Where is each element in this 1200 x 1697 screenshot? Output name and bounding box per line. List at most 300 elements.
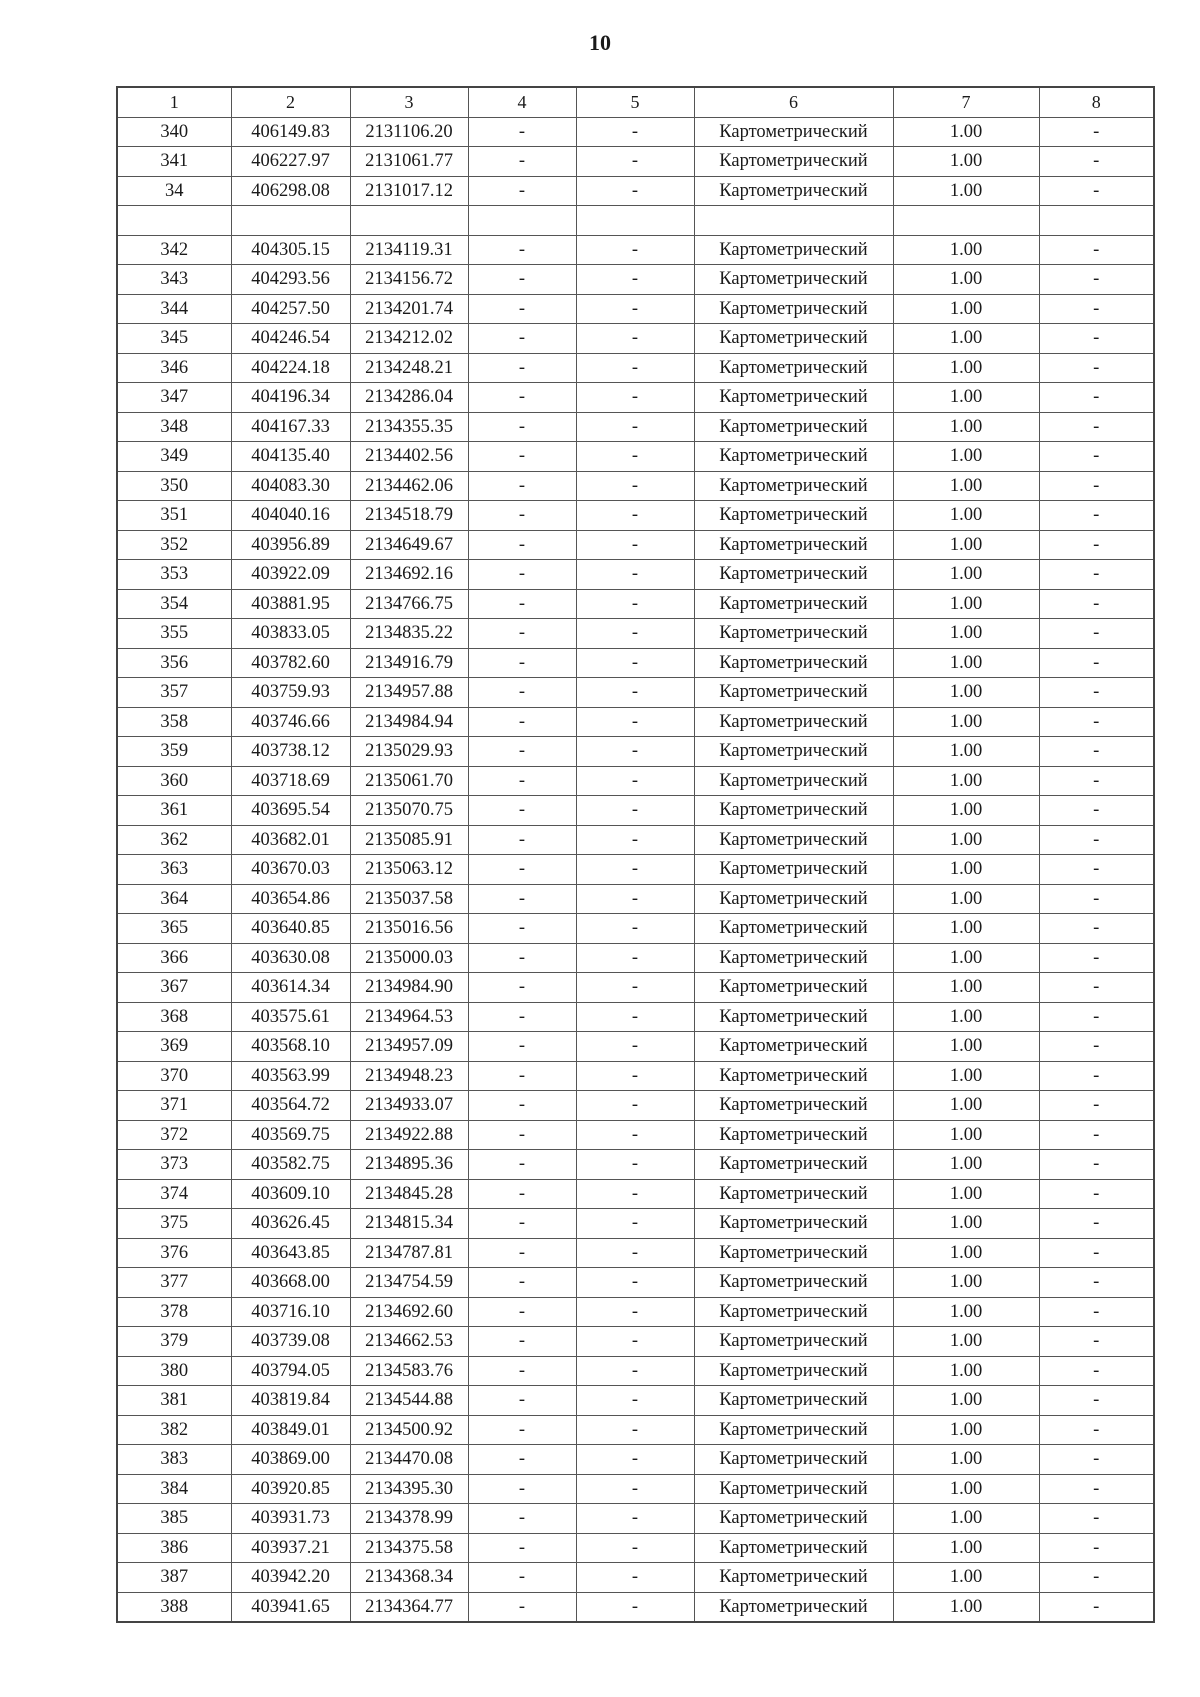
table-row [117, 589, 1154, 619]
col-5-value-cell: - [576, 796, 694, 826]
coordinate-x-cell: 403941.65 [231, 1592, 350, 1622]
col-5-value-cell: - [576, 678, 694, 708]
method-cell: Картометрический [694, 1061, 893, 1091]
col-4-value-cell: - [468, 1415, 576, 1445]
table-row [117, 707, 1154, 737]
column-header: 4 [468, 87, 576, 117]
method-cell: Картометрический [694, 1120, 893, 1150]
point-number-cell: 381 [117, 1386, 231, 1416]
point-number-cell: 352 [117, 530, 231, 560]
point-number-cell: 375 [117, 1209, 231, 1239]
col-8-value-cell: - [1039, 530, 1154, 560]
col-8-value-cell: - [1039, 1150, 1154, 1180]
point-number-cell: 343 [117, 265, 231, 295]
col-5-value-cell: - [576, 619, 694, 649]
col-4-value-cell: - [468, 619, 576, 649]
col-4-value-cell: - [468, 766, 576, 796]
coordinate-y-cell: 2134957.88 [350, 678, 468, 708]
col-5-value-cell: - [576, 471, 694, 501]
accuracy-cell: 1.00 [893, 1563, 1039, 1593]
coordinate-y-cell: 2134470.08 [350, 1445, 468, 1475]
coordinate-x-cell [231, 206, 350, 236]
method-cell: Картометрический [694, 560, 893, 590]
coordinate-y-cell: 2134364.77 [350, 1592, 468, 1622]
accuracy-cell: 1.00 [893, 294, 1039, 324]
coordinate-y-cell: 2134766.75 [350, 589, 468, 619]
col-8-value-cell: - [1039, 353, 1154, 383]
coordinate-x-cell: 403563.99 [231, 1061, 350, 1091]
col-5-value-cell: - [576, 412, 694, 442]
coordinate-x-cell: 403819.84 [231, 1386, 350, 1416]
coordinate-y-cell: 2131106.20 [350, 117, 468, 147]
table-row [117, 206, 1154, 236]
point-number-cell: 342 [117, 235, 231, 265]
method-cell: Картометрический [694, 943, 893, 973]
coordinate-x-cell: 403643.85 [231, 1238, 350, 1268]
column-header: 7 [893, 87, 1039, 117]
coordinate-y-cell [350, 206, 468, 236]
col-5-value-cell: - [576, 1504, 694, 1534]
col-4-value-cell: - [468, 1238, 576, 1268]
col-4-value-cell: - [468, 1297, 576, 1327]
method-cell: Картометрический [694, 737, 893, 767]
coordinate-y-cell: 2135063.12 [350, 855, 468, 885]
col-5-value-cell: - [576, 1445, 694, 1475]
col-5-value-cell: - [576, 1268, 694, 1298]
coordinate-y-cell: 2134375.58 [350, 1533, 468, 1563]
col-8-value-cell: - [1039, 442, 1154, 472]
col-4-value-cell: - [468, 973, 576, 1003]
col-8-value-cell: - [1039, 235, 1154, 265]
accuracy-cell: 1.00 [893, 1209, 1039, 1239]
coordinate-x-cell: 403718.69 [231, 766, 350, 796]
method-cell: Картометрический [694, 914, 893, 944]
method-cell: Картометрический [694, 825, 893, 855]
accuracy-cell: 1.00 [893, 973, 1039, 1003]
method-cell: Картометрический [694, 265, 893, 295]
coordinate-x-cell: 403564.72 [231, 1091, 350, 1121]
point-number-cell: 371 [117, 1091, 231, 1121]
point-number-cell: 344 [117, 294, 231, 324]
table-row [117, 1268, 1154, 1298]
accuracy-cell: 1.00 [893, 176, 1039, 206]
accuracy-cell: 1.00 [893, 1002, 1039, 1032]
col-5-value-cell: - [576, 884, 694, 914]
col-8-value-cell: - [1039, 383, 1154, 413]
coordinate-y-cell: 2134544.88 [350, 1386, 468, 1416]
col-8-value-cell: - [1039, 1592, 1154, 1622]
method-cell: Картометрический [694, 589, 893, 619]
point-number-cell: 383 [117, 1445, 231, 1475]
col-8-value-cell: - [1039, 973, 1154, 1003]
coordinate-x-cell: 403942.20 [231, 1563, 350, 1593]
col-8-value-cell: - [1039, 1120, 1154, 1150]
table-row [117, 501, 1154, 531]
coordinate-y-cell: 2134500.92 [350, 1415, 468, 1445]
col-5-value-cell: - [576, 855, 694, 885]
col-8-value-cell [1039, 206, 1154, 236]
method-cell: Картометрический [694, 1032, 893, 1062]
coordinate-x-cell: 404167.33 [231, 412, 350, 442]
coordinate-x-cell: 403738.12 [231, 737, 350, 767]
point-number-cell: 372 [117, 1120, 231, 1150]
table-row [117, 560, 1154, 590]
method-cell: Картометрический [694, 678, 893, 708]
point-number-cell: 385 [117, 1504, 231, 1534]
point-number-cell [117, 206, 231, 236]
coordinate-y-cell: 2131017.12 [350, 176, 468, 206]
col-8-value-cell: - [1039, 1563, 1154, 1593]
point-number-cell: 363 [117, 855, 231, 885]
col-4-value-cell: - [468, 1179, 576, 1209]
col-8-value-cell: - [1039, 1179, 1154, 1209]
point-number-cell: 387 [117, 1563, 231, 1593]
col-4-value-cell: - [468, 265, 576, 295]
table-row [117, 619, 1154, 649]
col-8-value-cell: - [1039, 943, 1154, 973]
method-cell: Картометрический [694, 1238, 893, 1268]
coordinate-y-cell: 2134201.74 [350, 294, 468, 324]
col-4-value-cell: - [468, 501, 576, 531]
point-number-cell: 382 [117, 1415, 231, 1445]
col-8-value-cell: - [1039, 648, 1154, 678]
col-8-value-cell: - [1039, 1297, 1154, 1327]
coordinate-y-cell: 2134462.06 [350, 471, 468, 501]
col-5-value-cell: - [576, 501, 694, 531]
col-4-value-cell: - [468, 117, 576, 147]
col-8-value-cell: - [1039, 884, 1154, 914]
col-8-value-cell: - [1039, 471, 1154, 501]
coordinate-y-cell: 2134395.30 [350, 1474, 468, 1504]
col-8-value-cell: - [1039, 1533, 1154, 1563]
col-5-value-cell: - [576, 766, 694, 796]
col-4-value-cell: - [468, 737, 576, 767]
accuracy-cell: 1.00 [893, 383, 1039, 413]
point-number-cell: 364 [117, 884, 231, 914]
coordinate-x-cell: 404083.30 [231, 471, 350, 501]
point-number-cell: 356 [117, 648, 231, 678]
coordinate-x-cell: 404257.50 [231, 294, 350, 324]
coordinate-y-cell: 2134754.59 [350, 1268, 468, 1298]
table-row [117, 147, 1154, 177]
accuracy-cell: 1.00 [893, 589, 1039, 619]
accuracy-cell: 1.00 [893, 825, 1039, 855]
col-5-value-cell: - [576, 1533, 694, 1563]
col-8-value-cell: - [1039, 294, 1154, 324]
col-8-value-cell: - [1039, 914, 1154, 944]
method-cell [694, 206, 893, 236]
col-8-value-cell: - [1039, 1474, 1154, 1504]
accuracy-cell: 1.00 [893, 707, 1039, 737]
coordinate-y-cell: 2134845.28 [350, 1179, 468, 1209]
col-8-value-cell: - [1039, 1327, 1154, 1357]
table-row [117, 353, 1154, 383]
method-cell: Картометрический [694, 294, 893, 324]
col-4-value-cell: - [468, 294, 576, 324]
col-5-value-cell: - [576, 1179, 694, 1209]
accuracy-cell: 1.00 [893, 560, 1039, 590]
col-8-value-cell: - [1039, 1356, 1154, 1386]
table-row [117, 1061, 1154, 1091]
coordinate-x-cell: 406149.83 [231, 117, 350, 147]
col-8-value-cell: - [1039, 1032, 1154, 1062]
col-5-value-cell: - [576, 1002, 694, 1032]
col-4-value-cell: - [468, 1533, 576, 1563]
coordinate-x-cell: 404305.15 [231, 235, 350, 265]
method-cell: Картометрический [694, 412, 893, 442]
method-cell: Картометрический [694, 1209, 893, 1239]
point-number-cell: 349 [117, 442, 231, 472]
coordinate-y-cell: 2134212.02 [350, 324, 468, 354]
table-row [117, 884, 1154, 914]
table-row [117, 1120, 1154, 1150]
point-number-cell: 348 [117, 412, 231, 442]
col-8-value-cell: - [1039, 560, 1154, 590]
table-row [117, 530, 1154, 560]
point-number-cell: 351 [117, 501, 231, 531]
col-5-value-cell: - [576, 1356, 694, 1386]
col-8-value-cell: - [1039, 766, 1154, 796]
coordinate-y-cell: 2134518.79 [350, 501, 468, 531]
col-4-value-cell: - [468, 176, 576, 206]
coordinate-x-cell: 403630.08 [231, 943, 350, 973]
coordinate-y-cell: 2134787.81 [350, 1238, 468, 1268]
accuracy-cell: 1.00 [893, 1356, 1039, 1386]
method-cell: Картометрический [694, 1150, 893, 1180]
point-number-cell: 358 [117, 707, 231, 737]
method-cell: Картометрический [694, 1415, 893, 1445]
coordinate-x-cell: 403922.09 [231, 560, 350, 590]
column-header: 1 [117, 87, 231, 117]
accuracy-cell: 1.00 [893, 1179, 1039, 1209]
point-number-cell: 346 [117, 353, 231, 383]
col-4-value-cell: - [468, 1592, 576, 1622]
table-row [117, 943, 1154, 973]
col-5-value-cell: - [576, 914, 694, 944]
coordinate-y-cell: 2134984.94 [350, 707, 468, 737]
col-5-value-cell: - [576, 265, 694, 295]
accuracy-cell: 1.00 [893, 265, 1039, 295]
method-cell: Картометрический [694, 1327, 893, 1357]
coordinate-y-cell: 2134583.76 [350, 1356, 468, 1386]
accuracy-cell: 1.00 [893, 1415, 1039, 1445]
method-cell: Картометрический [694, 1002, 893, 1032]
accuracy-cell [893, 206, 1039, 236]
method-cell: Картометрический [694, 1268, 893, 1298]
col-8-value-cell: - [1039, 1209, 1154, 1239]
method-cell: Картометрический [694, 1386, 893, 1416]
coordinate-x-cell: 403931.73 [231, 1504, 350, 1534]
table-row [117, 324, 1154, 354]
coordinate-y-cell: 2135070.75 [350, 796, 468, 826]
method-cell: Картометрический [694, 648, 893, 678]
coordinate-x-cell: 403569.75 [231, 1120, 350, 1150]
table-row [117, 855, 1154, 885]
coordinate-x-cell: 403609.10 [231, 1179, 350, 1209]
point-number-cell: 355 [117, 619, 231, 649]
column-header: 6 [694, 87, 893, 117]
col-8-value-cell: - [1039, 1415, 1154, 1445]
table-row [117, 1592, 1154, 1622]
accuracy-cell: 1.00 [893, 678, 1039, 708]
coordinate-y-cell: 2134984.90 [350, 973, 468, 1003]
col-5-value-cell: - [576, 117, 694, 147]
coordinate-y-cell: 2134933.07 [350, 1091, 468, 1121]
accuracy-cell: 1.00 [893, 1297, 1039, 1327]
col-8-value-cell: - [1039, 1386, 1154, 1416]
point-number-cell: 366 [117, 943, 231, 973]
col-5-value-cell: - [576, 825, 694, 855]
accuracy-cell: 1.00 [893, 619, 1039, 649]
coordinate-x-cell: 403782.60 [231, 648, 350, 678]
coordinate-y-cell: 2134922.88 [350, 1120, 468, 1150]
col-5-value-cell: - [576, 1563, 694, 1593]
table-header-row [117, 87, 1154, 117]
coordinate-y-cell: 2135037.58 [350, 884, 468, 914]
col-5-value-cell: - [576, 1061, 694, 1091]
accuracy-cell: 1.00 [893, 1474, 1039, 1504]
method-cell: Картометрический [694, 1091, 893, 1121]
point-number-cell: 378 [117, 1297, 231, 1327]
point-number-cell: 360 [117, 766, 231, 796]
coordinate-y-cell: 2134692.60 [350, 1297, 468, 1327]
point-number-cell: 362 [117, 825, 231, 855]
point-number-cell: 365 [117, 914, 231, 944]
coordinate-y-cell: 2134119.31 [350, 235, 468, 265]
col-4-value-cell: - [468, 1386, 576, 1416]
col-5-value-cell: - [576, 1091, 694, 1121]
coordinate-x-cell: 404196.34 [231, 383, 350, 413]
col-5-value-cell: - [576, 973, 694, 1003]
col-8-value-cell: - [1039, 176, 1154, 206]
col-5-value-cell: - [576, 530, 694, 560]
method-cell: Картометрический [694, 324, 893, 354]
table-row [117, 1150, 1154, 1180]
accuracy-cell: 1.00 [893, 943, 1039, 973]
col-8-value-cell: - [1039, 589, 1154, 619]
point-number-cell: 384 [117, 1474, 231, 1504]
point-number-cell: 341 [117, 147, 231, 177]
table-row [117, 1533, 1154, 1563]
coordinate-x-cell: 403794.05 [231, 1356, 350, 1386]
coordinate-y-cell: 2134156.72 [350, 265, 468, 295]
column-header: 8 [1039, 87, 1154, 117]
table-row [117, 117, 1154, 147]
col-4-value-cell: - [468, 1268, 576, 1298]
accuracy-cell: 1.00 [893, 1061, 1039, 1091]
accuracy-cell: 1.00 [893, 235, 1039, 265]
method-cell: Картометрический [694, 1445, 893, 1475]
table-row [117, 796, 1154, 826]
coordinate-x-cell: 403668.00 [231, 1268, 350, 1298]
col-5-value-cell: - [576, 147, 694, 177]
col-8-value-cell: - [1039, 1445, 1154, 1475]
point-number-cell: 369 [117, 1032, 231, 1062]
method-cell: Картометрический [694, 884, 893, 914]
coordinate-x-cell: 404246.54 [231, 324, 350, 354]
accuracy-cell: 1.00 [893, 147, 1039, 177]
col-8-value-cell: - [1039, 1268, 1154, 1298]
accuracy-cell: 1.00 [893, 855, 1039, 885]
table-row [117, 442, 1154, 472]
method-cell: Картометрический [694, 471, 893, 501]
col-4-value-cell: - [468, 471, 576, 501]
col-5-value-cell: - [576, 1415, 694, 1445]
col-5-value-cell: - [576, 324, 694, 354]
table-row [117, 1238, 1154, 1268]
coordinate-y-cell: 2134964.53 [350, 1002, 468, 1032]
point-number-cell: 357 [117, 678, 231, 708]
table-row [117, 1386, 1154, 1416]
table-row [117, 176, 1154, 206]
col-4-value-cell: - [468, 147, 576, 177]
coordinate-x-cell: 403568.10 [231, 1032, 350, 1062]
point-number-cell: 347 [117, 383, 231, 413]
table-row [117, 294, 1154, 324]
point-number-cell: 368 [117, 1002, 231, 1032]
column-header: 5 [576, 87, 694, 117]
method-cell: Картометрический [694, 1356, 893, 1386]
col-4-value-cell: - [468, 1120, 576, 1150]
coordinate-x-cell: 403670.03 [231, 855, 350, 885]
accuracy-cell: 1.00 [893, 1386, 1039, 1416]
point-number-cell: 370 [117, 1061, 231, 1091]
col-4-value-cell: - [468, 560, 576, 590]
coordinate-x-cell: 403654.86 [231, 884, 350, 914]
accuracy-cell: 1.00 [893, 1533, 1039, 1563]
point-number-cell: 361 [117, 796, 231, 826]
col-5-value-cell: - [576, 1474, 694, 1504]
coordinate-x-cell: 403640.85 [231, 914, 350, 944]
coordinate-x-cell: 403881.95 [231, 589, 350, 619]
coordinate-x-cell: 403575.61 [231, 1002, 350, 1032]
table-row [117, 471, 1154, 501]
col-4-value-cell: - [468, 1504, 576, 1534]
accuracy-cell: 1.00 [893, 530, 1039, 560]
col-8-value-cell: - [1039, 737, 1154, 767]
col-4-value-cell: - [468, 1091, 576, 1121]
accuracy-cell: 1.00 [893, 648, 1039, 678]
table-row [117, 412, 1154, 442]
col-8-value-cell: - [1039, 1504, 1154, 1534]
col-5-value-cell: - [576, 1032, 694, 1062]
column-header: 3 [350, 87, 468, 117]
col-4-value-cell: - [468, 235, 576, 265]
method-cell: Картометрический [694, 176, 893, 206]
coordinate-y-cell: 2134378.99 [350, 1504, 468, 1534]
accuracy-cell: 1.00 [893, 1592, 1039, 1622]
coordinate-x-cell: 403695.54 [231, 796, 350, 826]
col-4-value-cell: - [468, 678, 576, 708]
coordinate-y-cell: 2134402.56 [350, 442, 468, 472]
accuracy-cell: 1.00 [893, 1150, 1039, 1180]
accuracy-cell: 1.00 [893, 1091, 1039, 1121]
coordinate-x-cell: 403746.66 [231, 707, 350, 737]
coordinate-y-cell: 2131061.77 [350, 147, 468, 177]
point-number-cell: 359 [117, 737, 231, 767]
method-cell: Картометрический [694, 1504, 893, 1534]
coordinate-x-cell: 404293.56 [231, 265, 350, 295]
table-row [117, 648, 1154, 678]
column-header: 2 [231, 87, 350, 117]
col-4-value-cell: - [468, 914, 576, 944]
table-row [117, 1356, 1154, 1386]
col-5-value-cell: - [576, 707, 694, 737]
coordinate-y-cell: 2135016.56 [350, 914, 468, 944]
col-4-value-cell: - [468, 1356, 576, 1386]
col-8-value-cell: - [1039, 707, 1154, 737]
coordinate-x-cell: 403869.00 [231, 1445, 350, 1475]
